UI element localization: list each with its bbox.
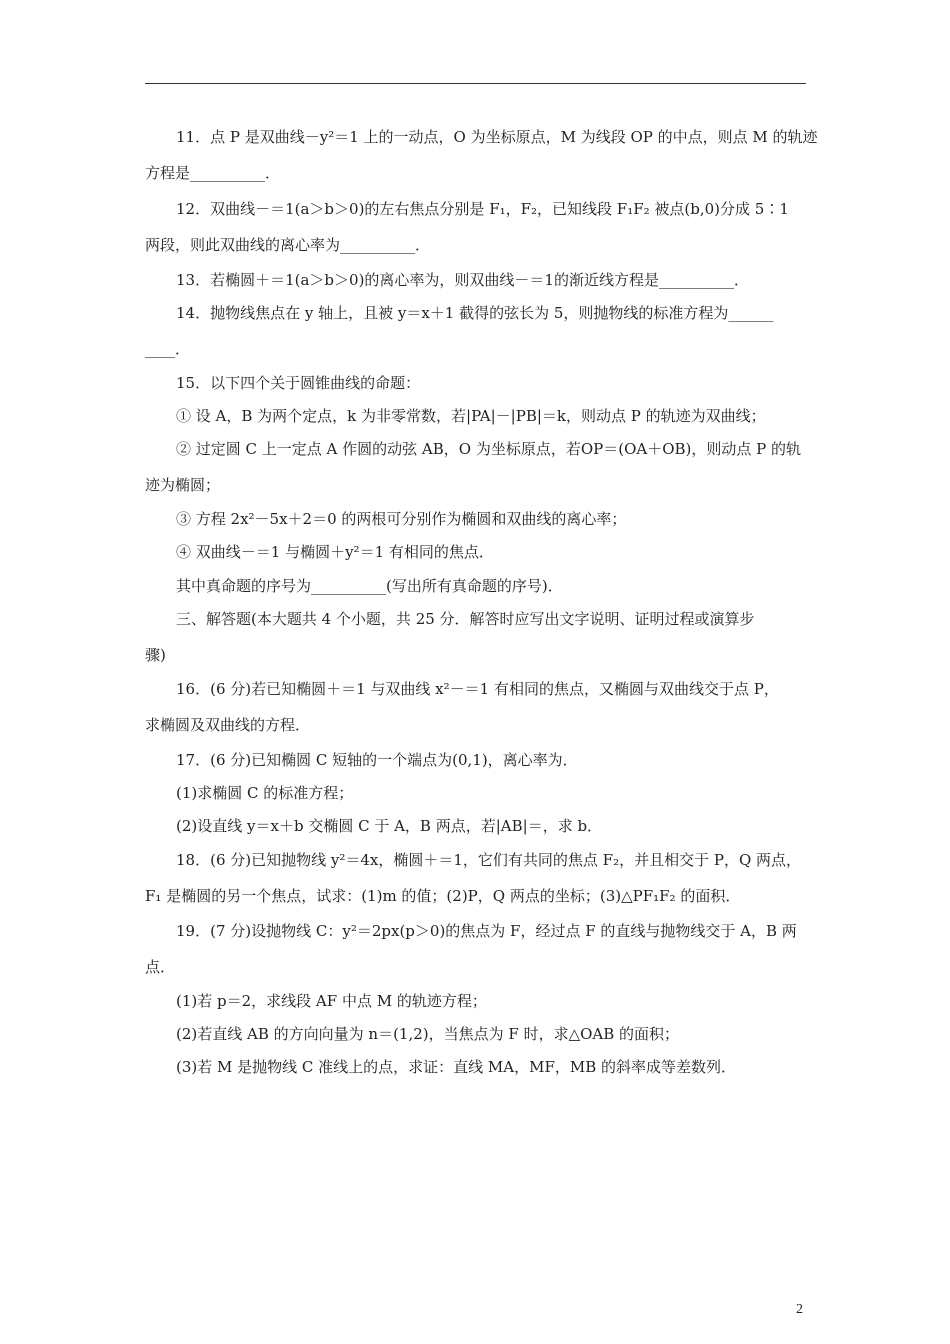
q15-item-1: ① 设 A，B 为两个定点，k 为非零常数，若|PA|－|PB|＝k，则动点 P 的轨迹为双曲线； — [176, 407, 766, 425]
header-rule — [145, 83, 806, 84]
q12-line-2: 两段，则此双曲线的离心率为__________． — [145, 236, 431, 254]
q13-line: 13．若椭圆＋＝1(a＞b＞0)的离心率为，则双曲线－＝1的渐近线方程是__________． — [176, 271, 749, 289]
q12-line-1: 12．双曲线－＝1(a＞b＞0)的左右焦点分别是 F₁，F₂，已知线段 F₁F₂ 被点(b,0)分成 5∶1 — [176, 200, 789, 218]
q19-line-1: 19．(7 分)设抛物线 C：y²＝2px(p＞0)的焦点为 F，经过点 F 的直线与抛物线交于 A，B 两 — [176, 922, 797, 940]
q19-line-2: 点． — [145, 958, 176, 976]
q16-line-1: 16．(6 分)若已知椭圆＋＝1 与双曲线 x²－＝1 有相同的焦点，又椭圆与双曲线交于点 P， — [176, 680, 779, 698]
q15-answer-prompt: 其中真命题的序号为__________(写出所有真命题的序号)． — [176, 577, 563, 595]
q18-line-1: 18．(6 分)已知抛物线 y²＝4x，椭圆＋＝1，它们有共同的焦点 F₂，并且相交于 P，Q 两点， — [176, 851, 802, 869]
q18-line-2: F₁ 是椭圆的另一个焦点，试求：(1)m 的值；(2)P，Q 两点的坐标；(3)△PF₁F₂ 的面积． — [145, 887, 741, 905]
q14-line-1: 14．抛物线焦点在 y 轴上，且被 y＝x＋1 截得的弦长为 5，则抛物线的标准方程为______ — [176, 304, 774, 322]
page-number: 2 — [796, 1302, 803, 1317]
q19-part-1: (1)若 p＝2，求线段 AF 中点 M 的轨迹方程； — [176, 992, 487, 1010]
q15-item-3: ③ 方程 2x²－5x＋2＝0 的两根可分别作为椭圆和双曲线的离心率； — [176, 510, 627, 528]
q19-part-2: (2)若直线 AB 的方向向量为 n＝(1,2)，当焦点为 F 时，求△OAB 的面积； — [176, 1025, 680, 1043]
q16-line-2: 求椭圆及双曲线的方程． — [145, 716, 311, 734]
section-3-heading-line-1: 三、解答题(本大题共 4 个小题，共 25 分．解答时应写出文字说明、证明过程或演算步 — [176, 610, 755, 628]
q17-part-2: (2)设直线 y＝x＋b 交椭圆 C 于 A，B 两点，若|AB|＝，求 b． — [176, 817, 603, 835]
q17-part-1: (1)求椭圆 C 的标准方程； — [176, 784, 354, 802]
q15-item-4: ④ 双曲线－＝1 与椭圆＋y²＝1 有相同的焦点． — [176, 543, 494, 561]
q19-part-3: (3)若 M 是抛物线 C 准线上的点，求证：直线 MA，MF，MB 的斜率成等差数列． — [176, 1058, 737, 1076]
q15-item-2-line-2: 迹为椭圆； — [145, 476, 221, 494]
q15-intro: 15．以下四个关于圆锥曲线的命题： — [176, 374, 421, 392]
q17-stem: 17．(6 分)已知椭圆 C 短轴的一个端点为(0,1)，离心率为． — [176, 751, 578, 769]
q11-line-2: 方程是__________． — [145, 164, 281, 182]
q14-line-2: ____． — [145, 340, 191, 358]
q15-item-2-line-1: ② 过定圆 C 上一定点 A 作圆的动弦 AB，O 为坐标原点，若OP＝(OA＋OB)，则动点 P 的轨 — [176, 440, 802, 458]
q11-line-1: 11．点 P 是双曲线－y²＝1 上的一动点，O 为坐标原点，M 为线段 OP 的中点，则点 M 的轨迹 — [176, 128, 818, 146]
section-3-heading-line-2: 骤) — [145, 646, 166, 664]
